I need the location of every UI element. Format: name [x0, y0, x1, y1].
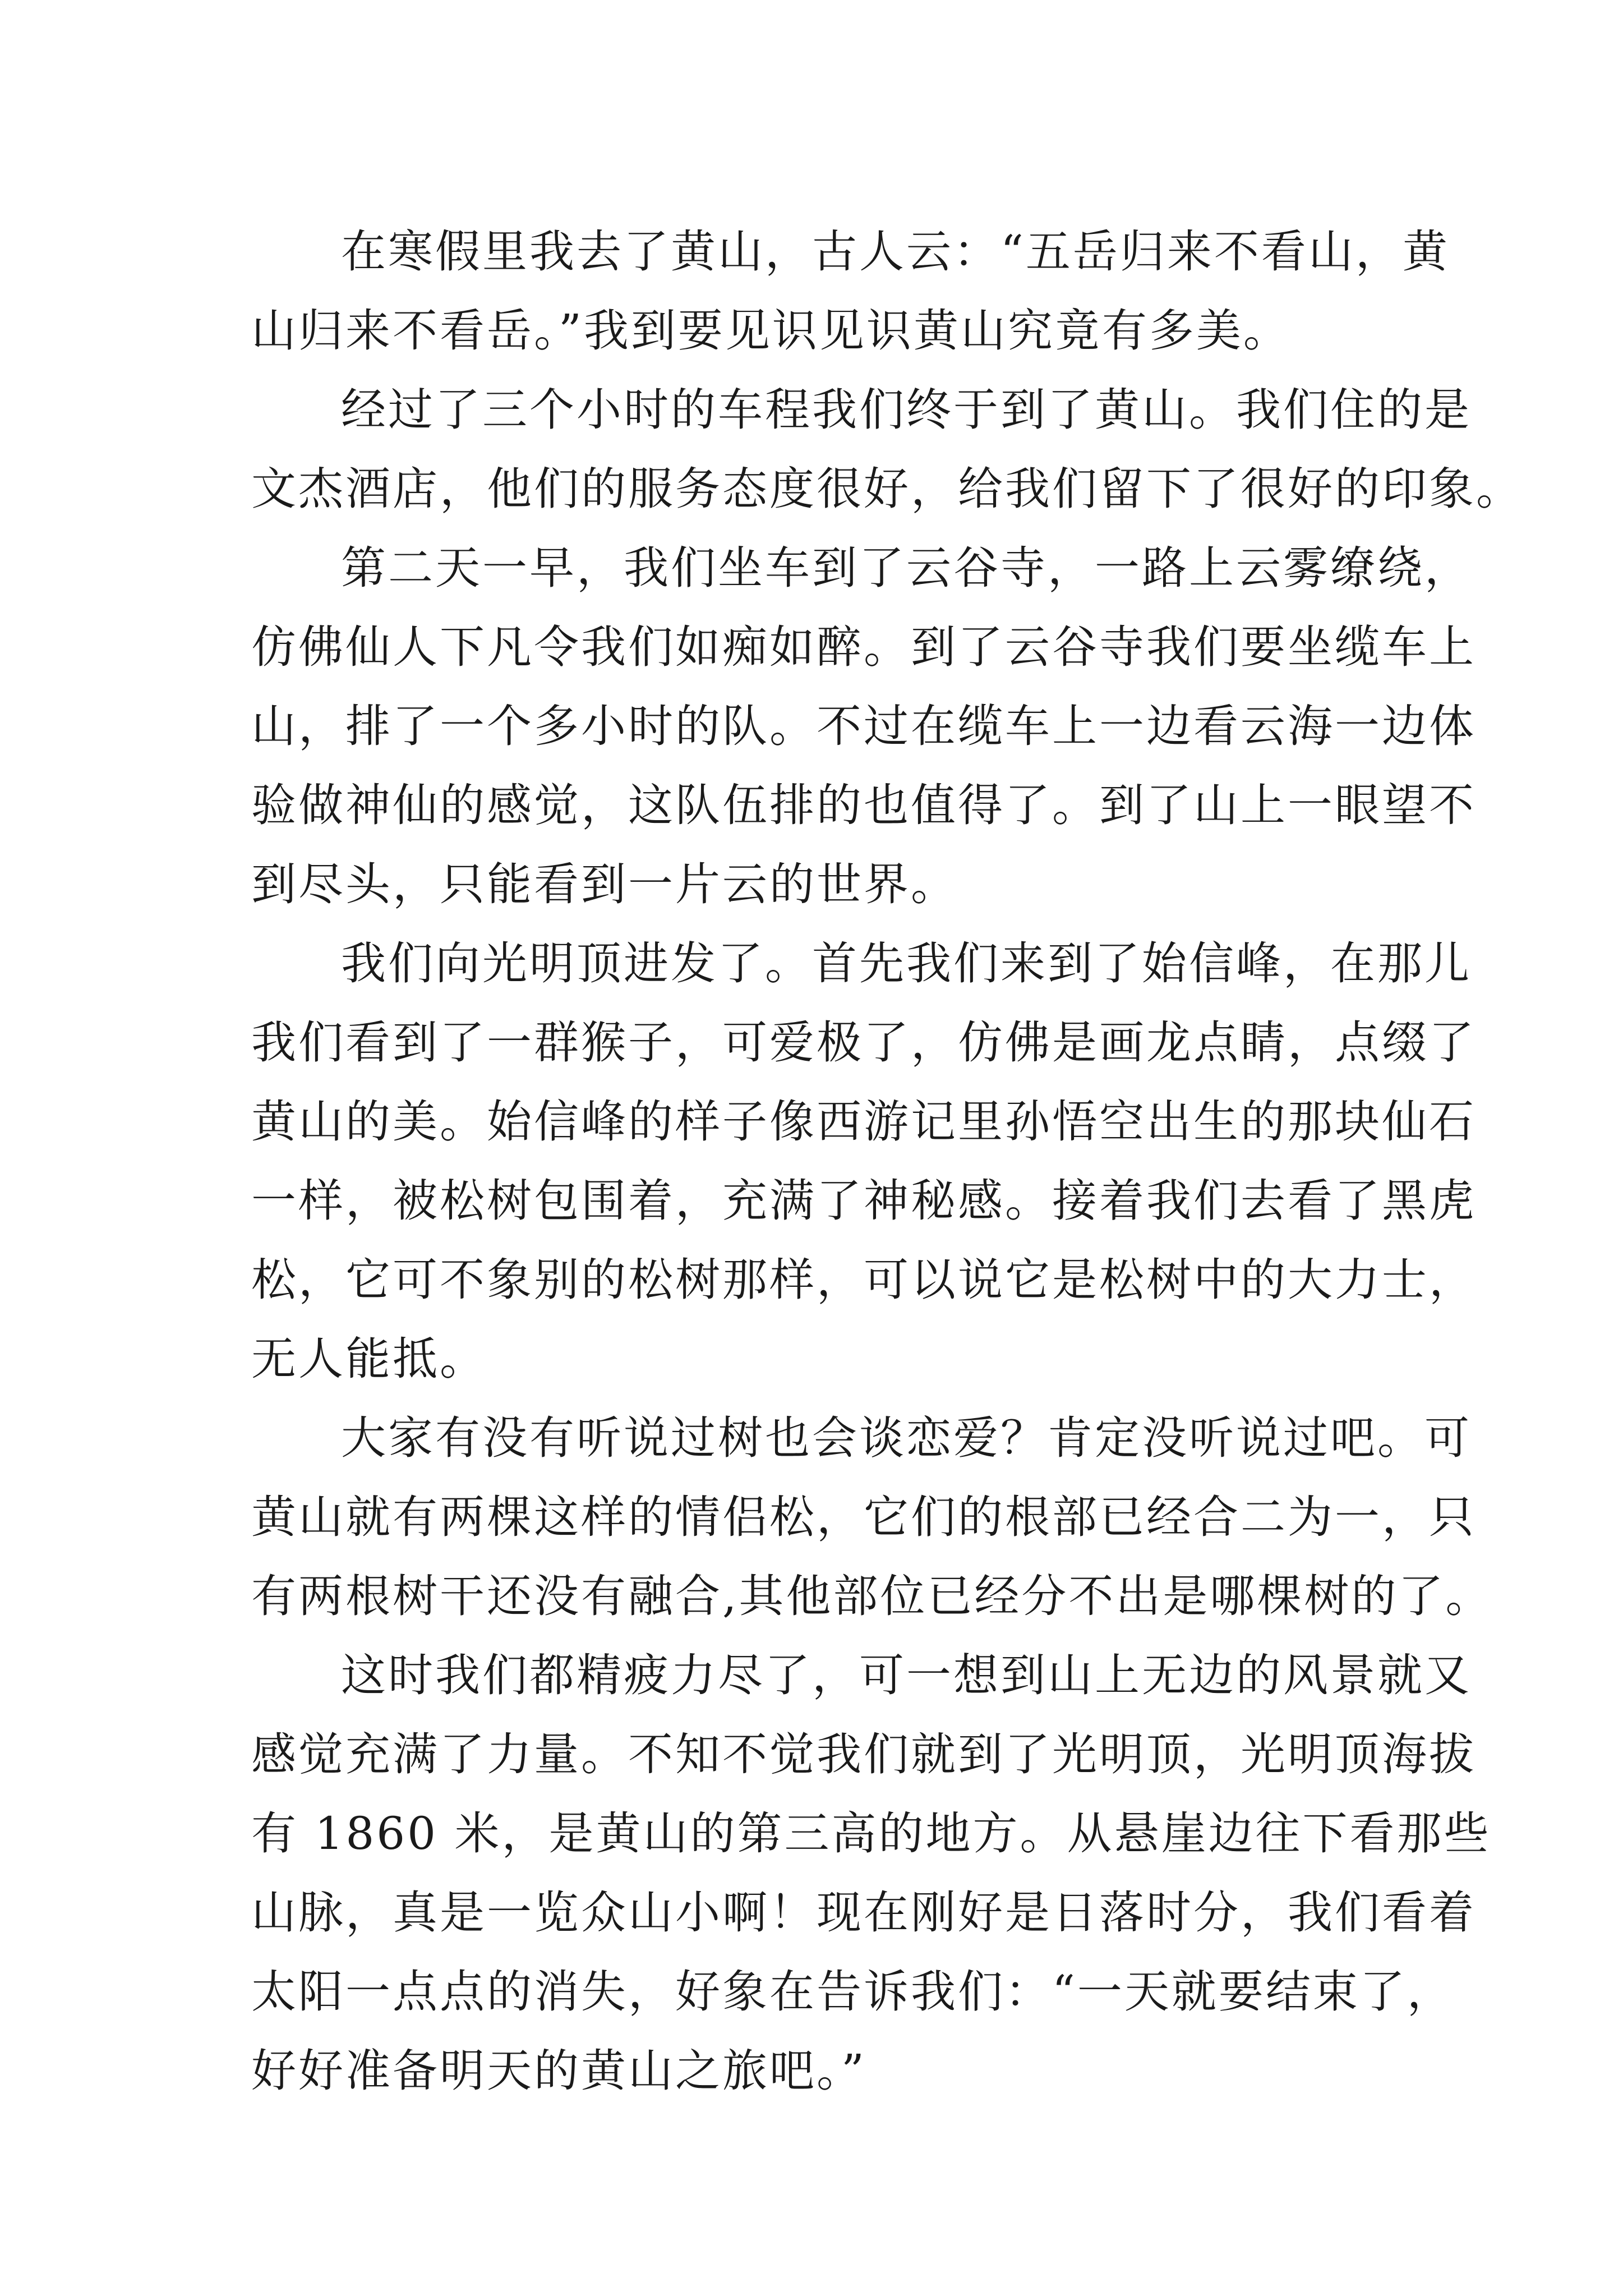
text-line: 文杰酒店，他们的服务态度很好，给我们留下了很好的印象。: [251, 463, 1523, 515]
text-line: 好好准备明天的黄山之旅吧。”: [251, 2045, 866, 2097]
text-line: 太阳一点点的消失，好象在告诉我们：“一天就要结束了，: [251, 1966, 1454, 2018]
text-line: 在寒假里我去了黄山，古人云：“五岳归来不看山，黄: [341, 226, 1450, 278]
text-line: 山，排了一个多小时的队。不过在缆车上一边看云海一边体: [251, 700, 1476, 752]
text-line: 感觉充满了力量。不知不觉我们就到了光明顶，光明顶海拔: [251, 1728, 1476, 1780]
text-line: 经过了三个小时的车程我们终于到了黄山。我们住的是: [341, 384, 1472, 436]
text-line: 我们看到了一群猴子，可爱极了，仿佛是画龙点睛，点缀了: [251, 1016, 1476, 1069]
text-line: 大家有没有听说过树也会谈恋爱？肯定没听说过吧。可: [341, 1412, 1472, 1464]
text-line: 黄山就有两棵这样的情侣松，它们的根部已经合二为一，只: [251, 1491, 1476, 1543]
text-line: 黄山的美。始信峰的样子像西游记里孙悟空出生的那块仙石: [251, 1096, 1476, 1148]
text-line: 山归来不看岳。”我到要见识见识黄山究竟有多美。: [251, 305, 1290, 357]
text-line: 第二天一早，我们坐车到了云谷寺，一路上云雾缭绕，: [341, 542, 1472, 594]
essay-body: [251, 212, 1523, 2110]
text-line: 有 1860 米，是黄山的第三高的地方。从悬崖边往下看那些: [251, 1807, 1491, 1860]
text-line: 到尽头，只能看到一片云的世界。: [251, 858, 958, 910]
text-line: 仿佛仙人下凡令我们如痴如醉。到了云谷寺我们要坐缆车上: [251, 621, 1476, 673]
text-line: 这时我们都精疲力尽了，可一想到山上无边的风景就又: [341, 1649, 1472, 1701]
text-line: 验做神仙的感觉，这队伍排的也值得了。到了山上一眼望不: [251, 779, 1476, 831]
text-line: 有两根树干还没有融合,其他部位已经分不出是哪棵树的了。: [251, 1570, 1493, 1622]
text-line: 一样，被松树包围着，充满了神秘感。接着我们去看了黑虎: [251, 1175, 1476, 1227]
text-line: 我们向光明顶进发了。首先我们来到了始信峰，在那儿: [341, 937, 1472, 990]
text-line: 无人能抵。: [251, 1333, 487, 1385]
text-line: 山脉，真是一览众山小啊！现在刚好是日落时分，我们看着: [251, 1887, 1476, 1939]
text-line: 松，它可不象别的松树那样，可以说它是松树中的大力士，: [251, 1254, 1476, 1306]
